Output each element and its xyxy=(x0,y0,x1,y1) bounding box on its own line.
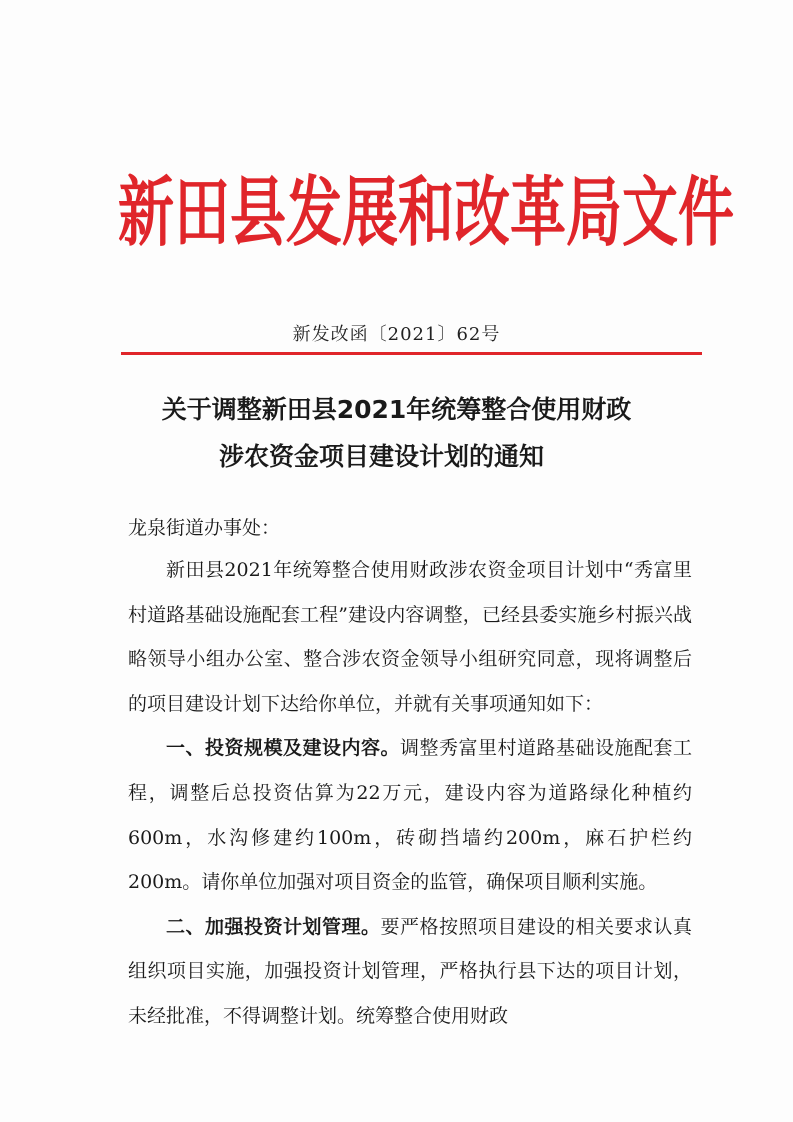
section1-paragraph xyxy=(128,726,692,904)
agency-header-char: 革 xyxy=(510,168,566,258)
agency-header-char: 县 xyxy=(230,168,286,258)
intro-paragraph: 新田县2021年统筹整合使用财政涉农资金项目计划中“秀富里村道路基础设施配套工程”建设内容调整，已经县委实施乡村振兴战略领导小组办公室、整合涉农资金领导小组研究同意，现将调整后的项目建设计划下达给你单位，并就有关事项通知如下： xyxy=(128,559,692,715)
agency-header-char: 新 xyxy=(118,168,174,258)
agency-header-char: 发 xyxy=(286,168,342,258)
section1-heading: 一、投资规模及建设内容。 xyxy=(166,737,400,760)
section2-heading: 二、加强投资计划管理。 xyxy=(166,915,381,938)
agency-header-char: 改 xyxy=(454,168,510,258)
notice-title-line1: 关于调整新田县2021年统筹整合使用财政 xyxy=(161,395,632,424)
agency-header-char: 展 xyxy=(342,168,398,258)
red-separator-line xyxy=(121,352,702,355)
agency-header-char: 件 xyxy=(678,168,734,258)
section2-text: 要严格按照项目建设的相关要求认真组织项目实施，加强投资计划管理，严格执行县下达的项目计划，未经批准，不得调整计划。统筹整合使用财政 xyxy=(128,915,692,1027)
section2-paragraph xyxy=(128,905,692,1039)
agency-header-char: 文 xyxy=(622,168,678,258)
agency-header-char: 和 xyxy=(398,168,454,258)
agency-header-char: 田 xyxy=(174,168,230,258)
agency-header-char: 局 xyxy=(566,168,622,258)
section1-text: 调整秀富里村道路基础设施配套工程，调整后总投资估算为22万元，建设内容为道路绿化种植约600m，水沟修建约100m，砖砌挡墙约200m，麻石护栏约200m。请你单位加强对项目资金的监管，确保项目顺利实施。 xyxy=(128,737,692,894)
addressee: 龙泉街道办事处： xyxy=(128,517,281,539)
notice-title xyxy=(0,386,793,480)
document-number: 新发改函〔2021〕62号 xyxy=(292,324,501,345)
agency-header-title xyxy=(118,152,734,274)
notice-body xyxy=(128,548,692,1039)
notice-title-line2: 涉农资金项目建设计划的通知 xyxy=(218,442,544,471)
